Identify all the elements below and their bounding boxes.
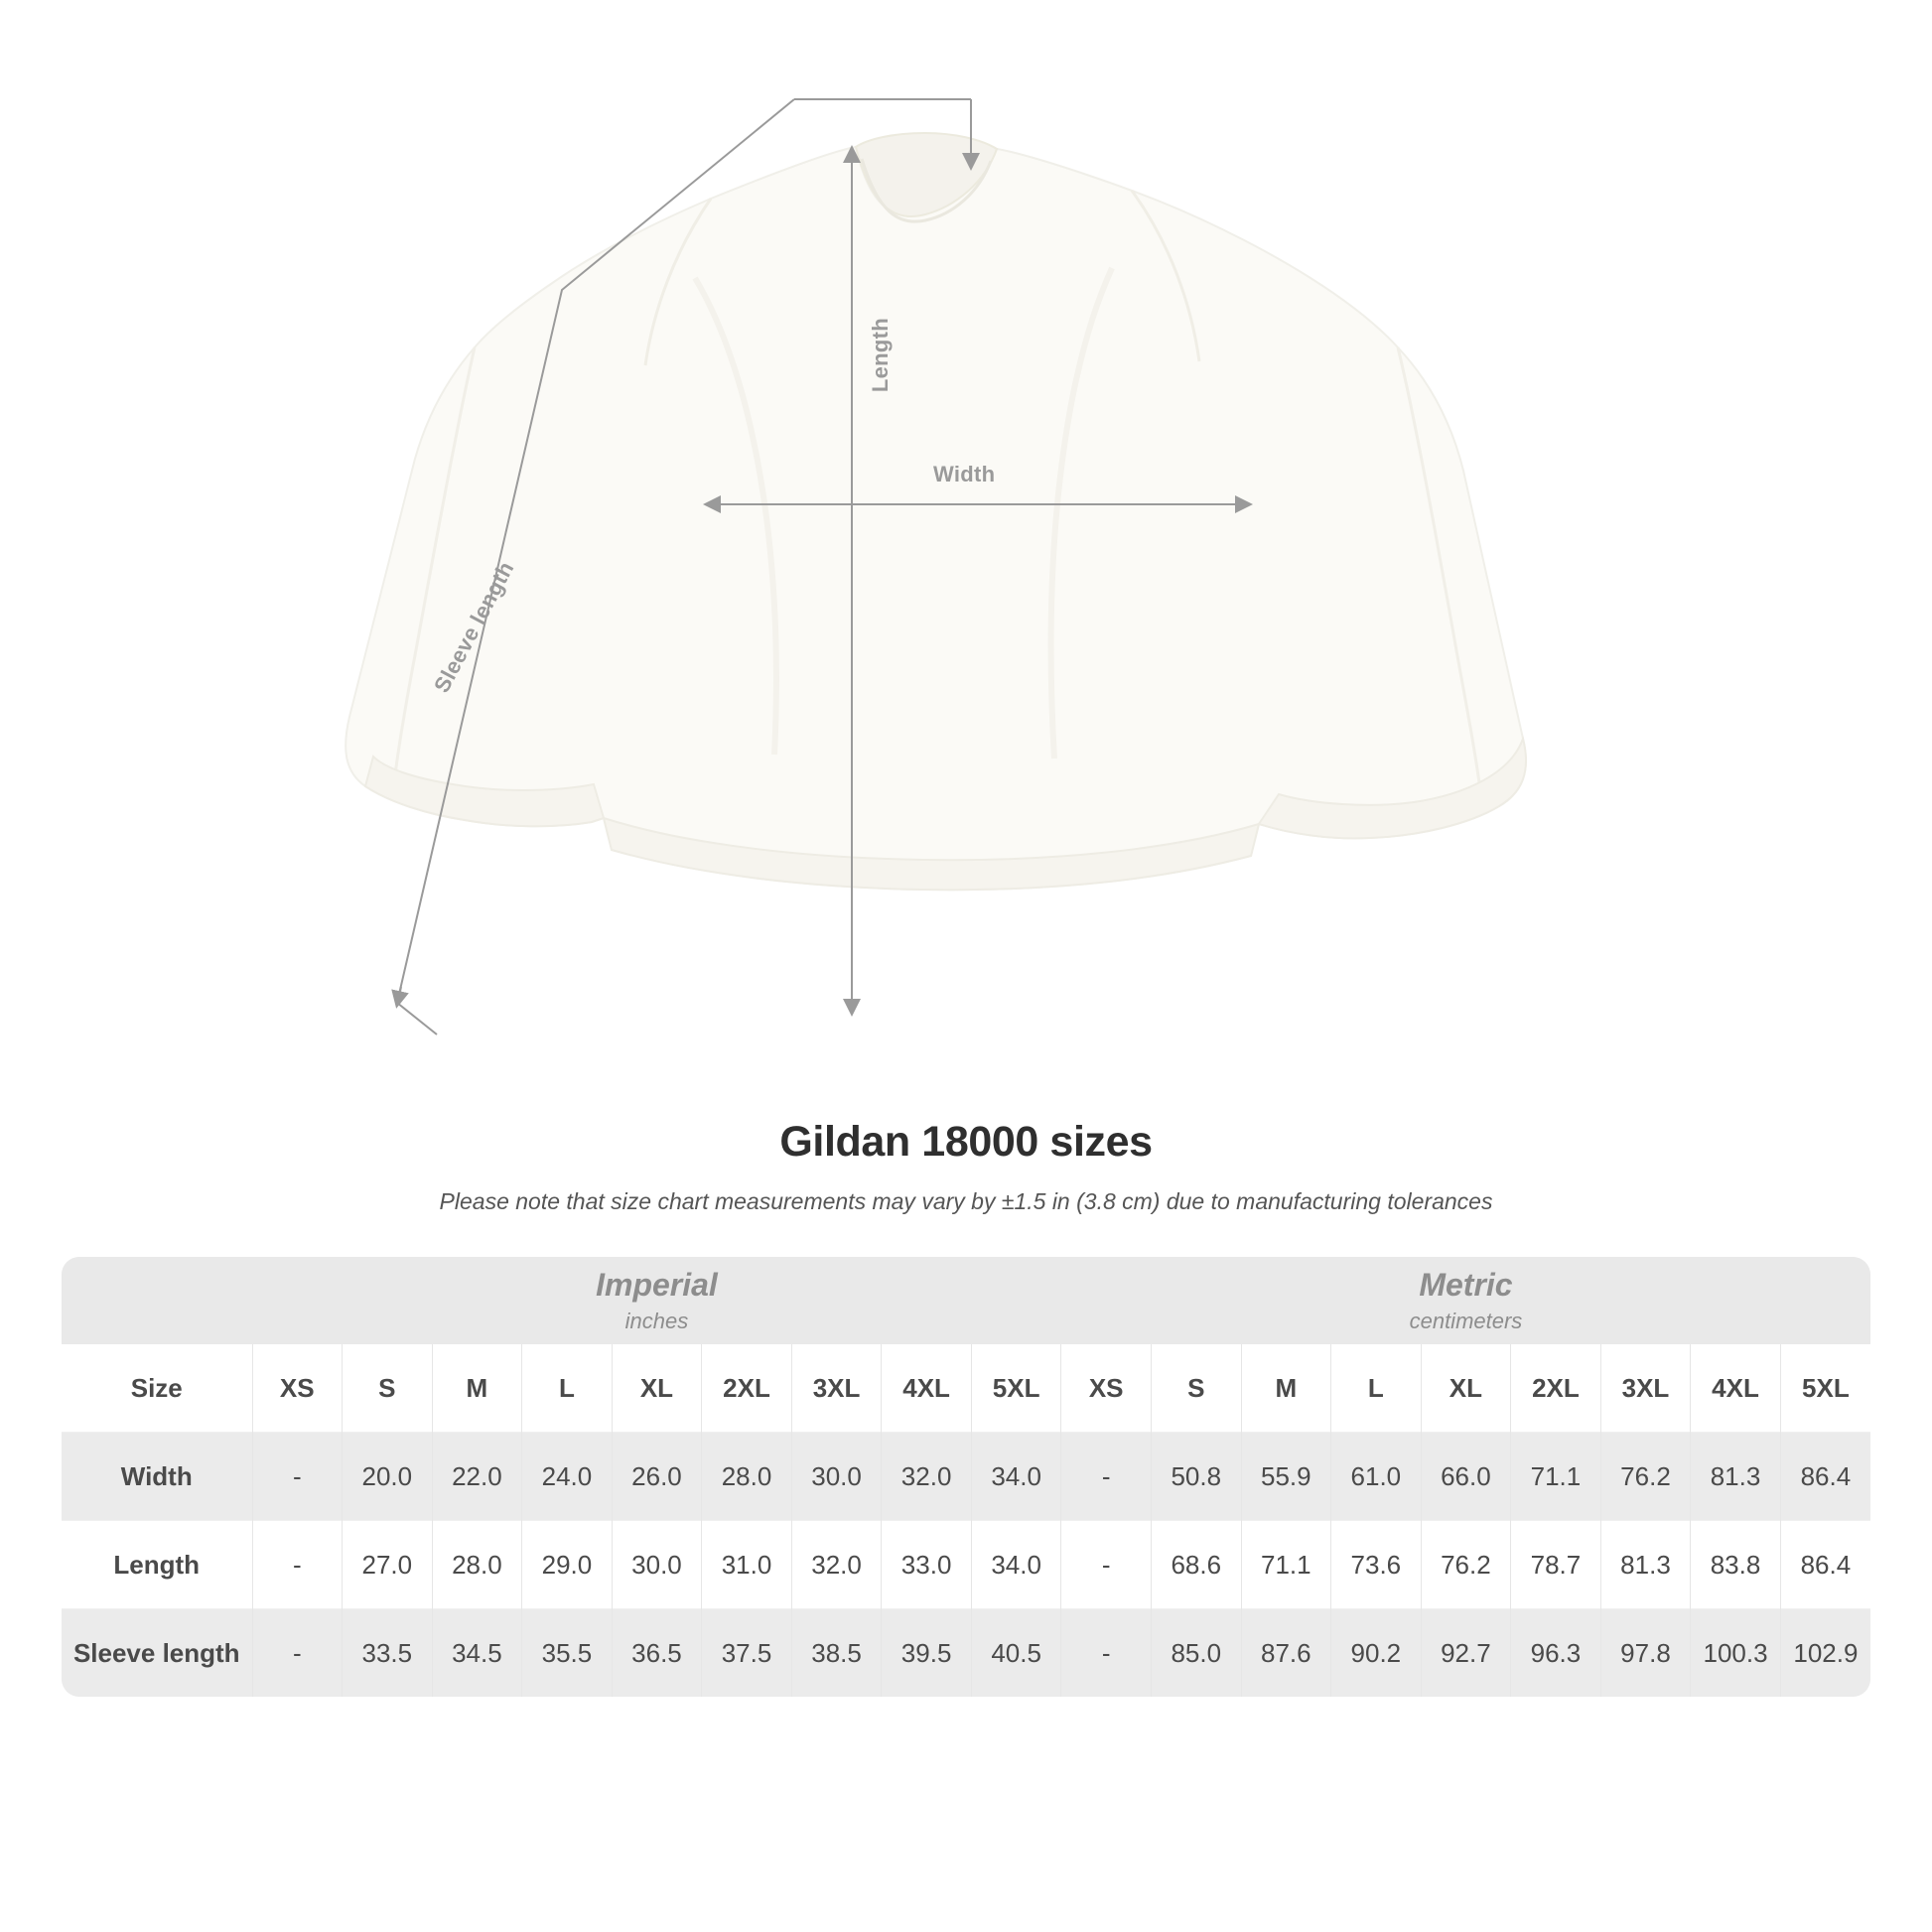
sleeve-length-label: Sleeve length [429, 557, 519, 697]
table-cell: 32.0 [882, 1433, 972, 1521]
table-cell: - [1061, 1521, 1152, 1609]
table-cell: - [1061, 1433, 1152, 1521]
table-cell: 33.0 [882, 1521, 972, 1609]
sweatshirt-shape [345, 133, 1526, 890]
header-size-m: M [432, 1344, 522, 1433]
table-cell: 30.0 [612, 1521, 702, 1609]
table-cell: 86.4 [1780, 1521, 1870, 1609]
table-cell: 83.8 [1691, 1521, 1781, 1609]
table-cell: 33.5 [343, 1609, 433, 1698]
row-label: Sleeve length [62, 1609, 252, 1698]
table-cell: 30.0 [791, 1433, 882, 1521]
tolerance-note: Please note that size chart measurements may vary by ±1.5 in (3.8 cm) due to manufacturing tolerances [439, 1188, 1493, 1214]
header-size-l: L [522, 1344, 613, 1433]
table-cell: 81.3 [1600, 1521, 1691, 1609]
table-cell: 81.3 [1691, 1433, 1781, 1521]
header-size-xs: XS [252, 1344, 343, 1433]
table-cell: 37.5 [702, 1609, 792, 1698]
table-row [62, 1521, 1870, 1609]
header-size-l: L [1331, 1344, 1422, 1433]
page-title: Gildan 18000 sizes [779, 1118, 1153, 1166]
size-table [62, 1257, 1870, 1697]
table-cell: 28.0 [702, 1433, 792, 1521]
table-cell: 76.2 [1421, 1521, 1511, 1609]
row-label: Length [62, 1521, 252, 1609]
table-cell: - [1061, 1609, 1152, 1698]
length-label: Length [868, 318, 893, 393]
table-cell: 34.0 [971, 1521, 1061, 1609]
header-size-5xl: 5XL [971, 1344, 1061, 1433]
unit-header-imperial [252, 1257, 1061, 1344]
table-cell: 68.6 [1151, 1521, 1241, 1609]
table-cell: 55.9 [1241, 1433, 1331, 1521]
header-size-xl: XL [1421, 1344, 1511, 1433]
table-cell: 24.0 [522, 1433, 613, 1521]
table-cell: 102.9 [1780, 1609, 1870, 1698]
table-cell: 20.0 [343, 1433, 433, 1521]
table-cell: 61.0 [1331, 1433, 1422, 1521]
unit-header-metric [1061, 1257, 1870, 1344]
table-cell: 39.5 [882, 1609, 972, 1698]
table-cell: 27.0 [343, 1521, 433, 1609]
header-size-label: Size [62, 1344, 252, 1433]
unit-header-row [62, 1257, 1870, 1344]
header-size-s: S [1151, 1344, 1241, 1433]
header-size-xs: XS [1061, 1344, 1152, 1433]
unit-subtitle: inches [624, 1309, 689, 1334]
table-cell: 85.0 [1151, 1609, 1241, 1698]
header-size-5xl: 5XL [1780, 1344, 1870, 1433]
table-cell: 76.2 [1600, 1433, 1691, 1521]
table-row [62, 1433, 1870, 1521]
header-size-s: S [343, 1344, 433, 1433]
title-block [0, 1118, 1932, 1215]
table-cell: 28.0 [432, 1521, 522, 1609]
unit-header-spacer [62, 1257, 252, 1344]
header-size-xl: XL [612, 1344, 702, 1433]
table-cell: 35.5 [522, 1609, 613, 1698]
table-row [62, 1609, 1870, 1698]
table-cell: 34.5 [432, 1609, 522, 1698]
size-header-row [62, 1344, 1870, 1433]
table-cell: 92.7 [1421, 1609, 1511, 1698]
header-size-3xl: 3XL [1600, 1344, 1691, 1433]
table-cell: 22.0 [432, 1433, 522, 1521]
header-size-4xl: 4XL [1691, 1344, 1781, 1433]
table-cell: 34.0 [971, 1433, 1061, 1521]
table-cell: 96.3 [1511, 1609, 1601, 1698]
header-size-m: M [1241, 1344, 1331, 1433]
header-size-4xl: 4XL [882, 1344, 972, 1433]
width-label: Width [933, 462, 996, 486]
table-cell: 100.3 [1691, 1609, 1781, 1698]
table-cell: 86.4 [1780, 1433, 1870, 1521]
table-cell: 36.5 [612, 1609, 702, 1698]
table-cell: - [252, 1521, 343, 1609]
table-cell: 71.1 [1511, 1433, 1601, 1521]
table-cell: 50.8 [1151, 1433, 1241, 1521]
header-size-3xl: 3XL [791, 1344, 882, 1433]
table-cell: 31.0 [702, 1521, 792, 1609]
table-cell: 38.5 [791, 1609, 882, 1698]
table-cell: 40.5 [971, 1609, 1061, 1698]
table-cell: 87.6 [1241, 1609, 1331, 1698]
table-cell: - [252, 1609, 343, 1698]
table-cell: 32.0 [791, 1521, 882, 1609]
unit-title: Imperial [596, 1266, 718, 1303]
unit-subtitle: centimeters [1409, 1309, 1523, 1334]
table-cell: 73.6 [1331, 1521, 1422, 1609]
table-cell: 90.2 [1331, 1609, 1422, 1698]
table-cell: 66.0 [1421, 1433, 1511, 1521]
unit-title: Metric [1419, 1266, 1513, 1303]
size-table-wrapper [62, 1257, 1870, 1697]
table-cell: 26.0 [612, 1433, 702, 1521]
table-cell: 29.0 [522, 1521, 613, 1609]
table-cell: - [252, 1433, 343, 1521]
table-cell: 71.1 [1241, 1521, 1331, 1609]
table-cell: 97.8 [1600, 1609, 1691, 1698]
table-cell: 78.7 [1511, 1521, 1601, 1609]
row-label: Width [62, 1433, 252, 1521]
header-size-2xl: 2XL [702, 1344, 792, 1433]
header-size-2xl: 2XL [1511, 1344, 1601, 1433]
